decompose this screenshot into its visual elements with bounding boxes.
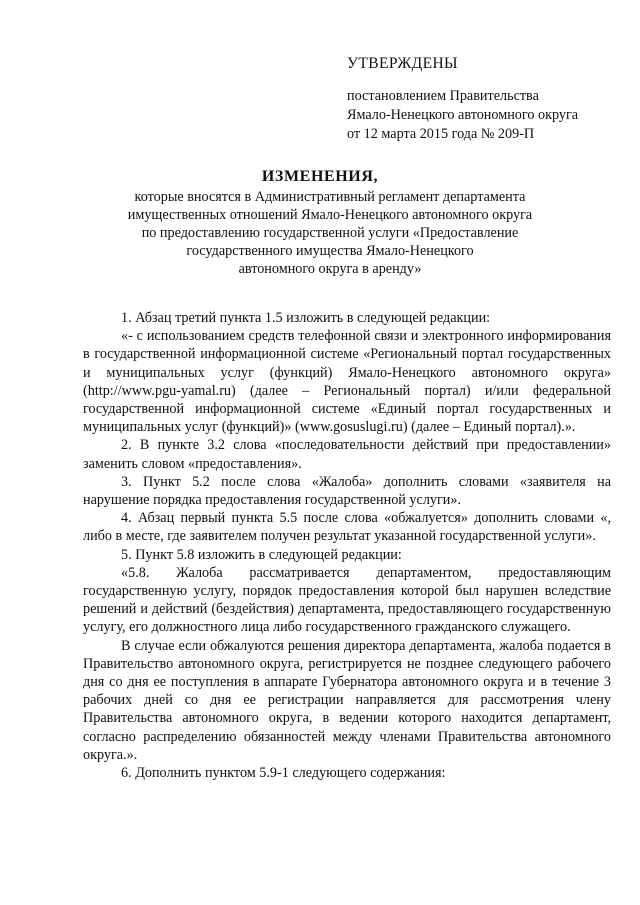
approval-title: УТВЕРЖДЕНЫ xyxy=(347,55,458,72)
approval-block xyxy=(347,54,627,144)
paragraph: 2. В пункте 3.2 слова «последовательности действий при предоставлении» заменить словом «предоставления». xyxy=(83,437,611,472)
document-title: ИЗМЕНЕНИЯ, xyxy=(261,168,379,185)
approval-line: Ямало-Ненецкого автономного округа xyxy=(347,107,579,123)
paragraph: «- с использованием средств телефонной связи и электронного информирования в государственной информационной системе «Региональный портал государственных и муниципальных услуг (функций) Ямало-Ненецкого автономного округа» (http://www.pgu-yamal.ru) (далее – Региональный портал) и/или федеральной государственной информационной системе «Единый портал государственных и муниципальных услуг (функций)» (www.gosuslugi.ru) (далее – Единый портал).». xyxy=(83,328,611,436)
paragraph: 3. Пункт 5.2 после слова «Жалоба» дополнить словами «заявителя на нарушение порядка предоставления государственной услуги». xyxy=(83,473,611,509)
document-body xyxy=(83,309,611,782)
paragraph: 1. Абзац третий пункта 1.5 изложить в следующей редакции: xyxy=(121,310,491,326)
subtitle-line: по предоставлению государственной услуги «Предоставление xyxy=(141,225,519,241)
approval-line: от 12 марта 2015 года № 209-П xyxy=(347,126,535,142)
paragraph: В случае если обжалуются решения директора департамента, жалоба подается в Правительство автономного округа, регистрируется не позднее следующего рабочего дня со дня ее поступления в аппарате Губернатора автономного округа и в течение 3 рабочих дней со дня ее регистрации направляется для рассмотрения члену Правительства автономного округа, в ведении которого находится департамент, согласно распределению обязанностей между членами Правительства автономного округа.». xyxy=(83,637,611,763)
subtitle-line: имущественных отношений Ямало-Ненецкого автономного округа xyxy=(127,207,533,223)
paragraph: 6. Дополнить пунктом 5.9-1 следующего содержания: xyxy=(121,765,446,782)
subtitle-line: автономного округа в аренду» xyxy=(238,261,422,277)
document-subtitle xyxy=(90,188,570,278)
paragraph: 4. Абзац первый пункта 5.5 после слова «обжалуется» дополнить словами «, либо в месте, где заявителем получен результат указанной государственной услуги». xyxy=(83,510,611,545)
approval-line: постановлением Правительства xyxy=(347,88,539,104)
paragraph: 5. Пункт 5.8 изложить в следующей редакции: xyxy=(121,546,402,563)
subtitle-line: которые вносятся в Административный регламент департамента xyxy=(134,189,526,205)
paragraph: «5.8. Жалоба рассматривается департаментом, предоставляющим государственную услугу, порядок предоставления которой был нарушен вследствие решений и действий (бездействия) департамента, предоставляющего государственную услугу, его должностного лица либо государственного гражданского служащего. xyxy=(83,564,611,636)
subtitle-line: государственного имущества Ямало-Ненецкого xyxy=(186,243,474,259)
